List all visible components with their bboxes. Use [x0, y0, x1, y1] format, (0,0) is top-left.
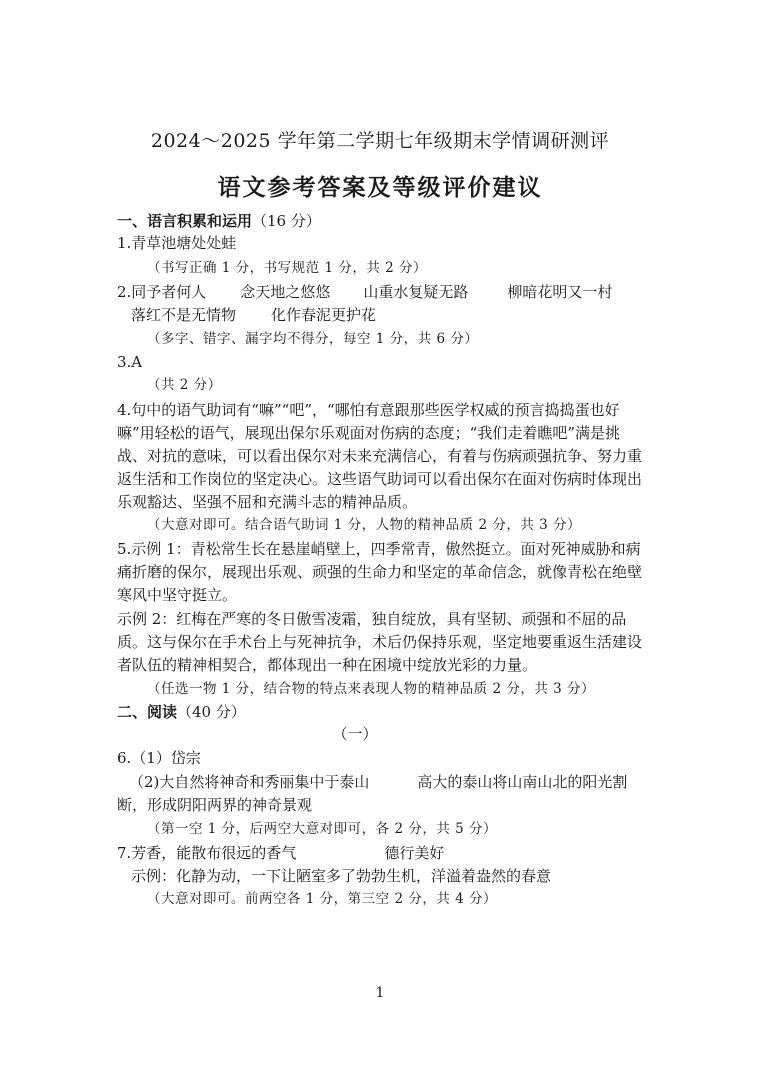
q5-example2-line1: 示例 2：红梅在严寒的冬日傲雪凌霜，独自绽放，具有坚韧、顽强和不屈的品 — [117, 610, 627, 628]
document-title: 2024～2025 学年第二学期七年级期末学情调研测评 — [150, 130, 610, 152]
q3-answer: 3.A — [117, 353, 143, 371]
q5-example2-line2: 质。这与保尔在手术台上与死神抗争，术后仍保持乐观，坚定地要重返生活建设 — [117, 633, 643, 651]
q2-blank-b: 念天地之悠悠 — [240, 283, 331, 301]
q7-blank-b: 示例：化静为动，一下让陋室多了勃勃生机，洋溢着盎然的春意 — [131, 867, 552, 885]
q6-note: （第一空 1 分，后两空大意对即可，各 2 分，共 5 分） — [147, 821, 498, 837]
q2-blank-f: 化作春泥更护花 — [271, 306, 377, 324]
section2-heading-line — [117, 701, 246, 723]
q3-note: （共 2 分） — [147, 377, 222, 393]
section2-heading: 二、阅读 — [117, 703, 178, 721]
q6-blank-b3: 断，形成阴阳两界的神奇景观 — [117, 796, 313, 814]
q1-note: （书写正确 1 分，书写规范 1 分，共 2 分） — [147, 260, 428, 276]
q6-blank-b2: 高大的泰山将山南山北的阳光割 — [417, 773, 628, 791]
q4-line3: 战、对抗的意味，可以看出保尔对未来充满信心，有着与伤病顽强抗争、努力重 — [117, 447, 643, 465]
q5-example1-line1: 5.示例 1：青松常生长在悬崖峭壁上，四季常青，傲然挺立。面对死神威胁和病 — [117, 540, 641, 558]
q7-note: （大意对即可。前两空各 1 分，第三空 2 分，共 4 分） — [147, 891, 498, 907]
q2-blank-c: 山重水复疑无路 — [363, 283, 469, 301]
q5-example1-line3: 寒风中坚守挺立。 — [117, 586, 238, 604]
section1-heading-line — [117, 210, 321, 232]
q6-blank-b1: （2)大自然将神奇和秀丽集中于泰山 — [129, 773, 370, 791]
q4-line5: 乐观豁达、坚强不屈和充满斗志的精神品质。 — [117, 493, 418, 511]
q5-example2-line3: 者队伍的精神相契合，都体现出一种在困境中绽放光彩的力量。 — [117, 656, 538, 674]
page-number: 1 — [375, 985, 385, 1001]
q7-blank-a1: 7.芳香，能散布很远的香气 — [117, 844, 297, 862]
q4-line1: 4.句中的语气助词有“嘛”“吧”，“哪怕有意跟那些医学权威的预言捣捣蛋也好 — [117, 401, 620, 419]
q5-note: （任选一物 1 分，结合物的特点来表现人物的精神品质 2 分，共 3 分） — [147, 681, 596, 697]
section2-score: （40 分） — [177, 703, 246, 721]
q5-example1-line2: 痛折磨的保尔，展现出乐观、顽强的生命力和坚定的革命信念，就像青松在绝壁 — [117, 563, 643, 581]
q1-answer: 1.青草池塘处处蛙 — [117, 234, 237, 252]
q6-answer-a: 6.（1）岱宗 — [117, 749, 201, 767]
q2-blank-e: 落红不是无情物 — [131, 306, 237, 324]
section2-part: （一） — [332, 725, 378, 743]
q7-line-a — [117, 842, 444, 864]
q4-line2: 嘛”用轻松的语气，展现出保尔乐观面对伤病的态度；“我们走着瞧吧”满是挑 — [117, 424, 621, 442]
q2-blank-d: 柳暗花明又一村 — [507, 283, 613, 301]
section1-score: （16 分） — [252, 212, 321, 230]
q2-line1 — [117, 281, 612, 303]
q4-note: （大意对即可。结合语气助词 1 分，人物的精神品质 2 分，共 3 分） — [147, 517, 582, 533]
q7-blank-a2: 德行美好 — [384, 844, 445, 862]
document-subtitle: 语文参考答案及等级评价建议 — [217, 175, 543, 201]
q2-line2 — [131, 304, 376, 326]
q6-line-b — [129, 771, 627, 793]
section1-heading: 一、语言积累和运用 — [117, 212, 253, 230]
q2-note: （多字、错字、漏字均不得分，每空 1 分，共 6 分） — [147, 331, 479, 347]
q2-blank-a: 2.同予者何人 — [117, 283, 207, 301]
q4-line4: 返生活和工作岗位的坚定决心。这些语气助词可以看出保尔在面对伤病时体现出 — [117, 470, 643, 488]
